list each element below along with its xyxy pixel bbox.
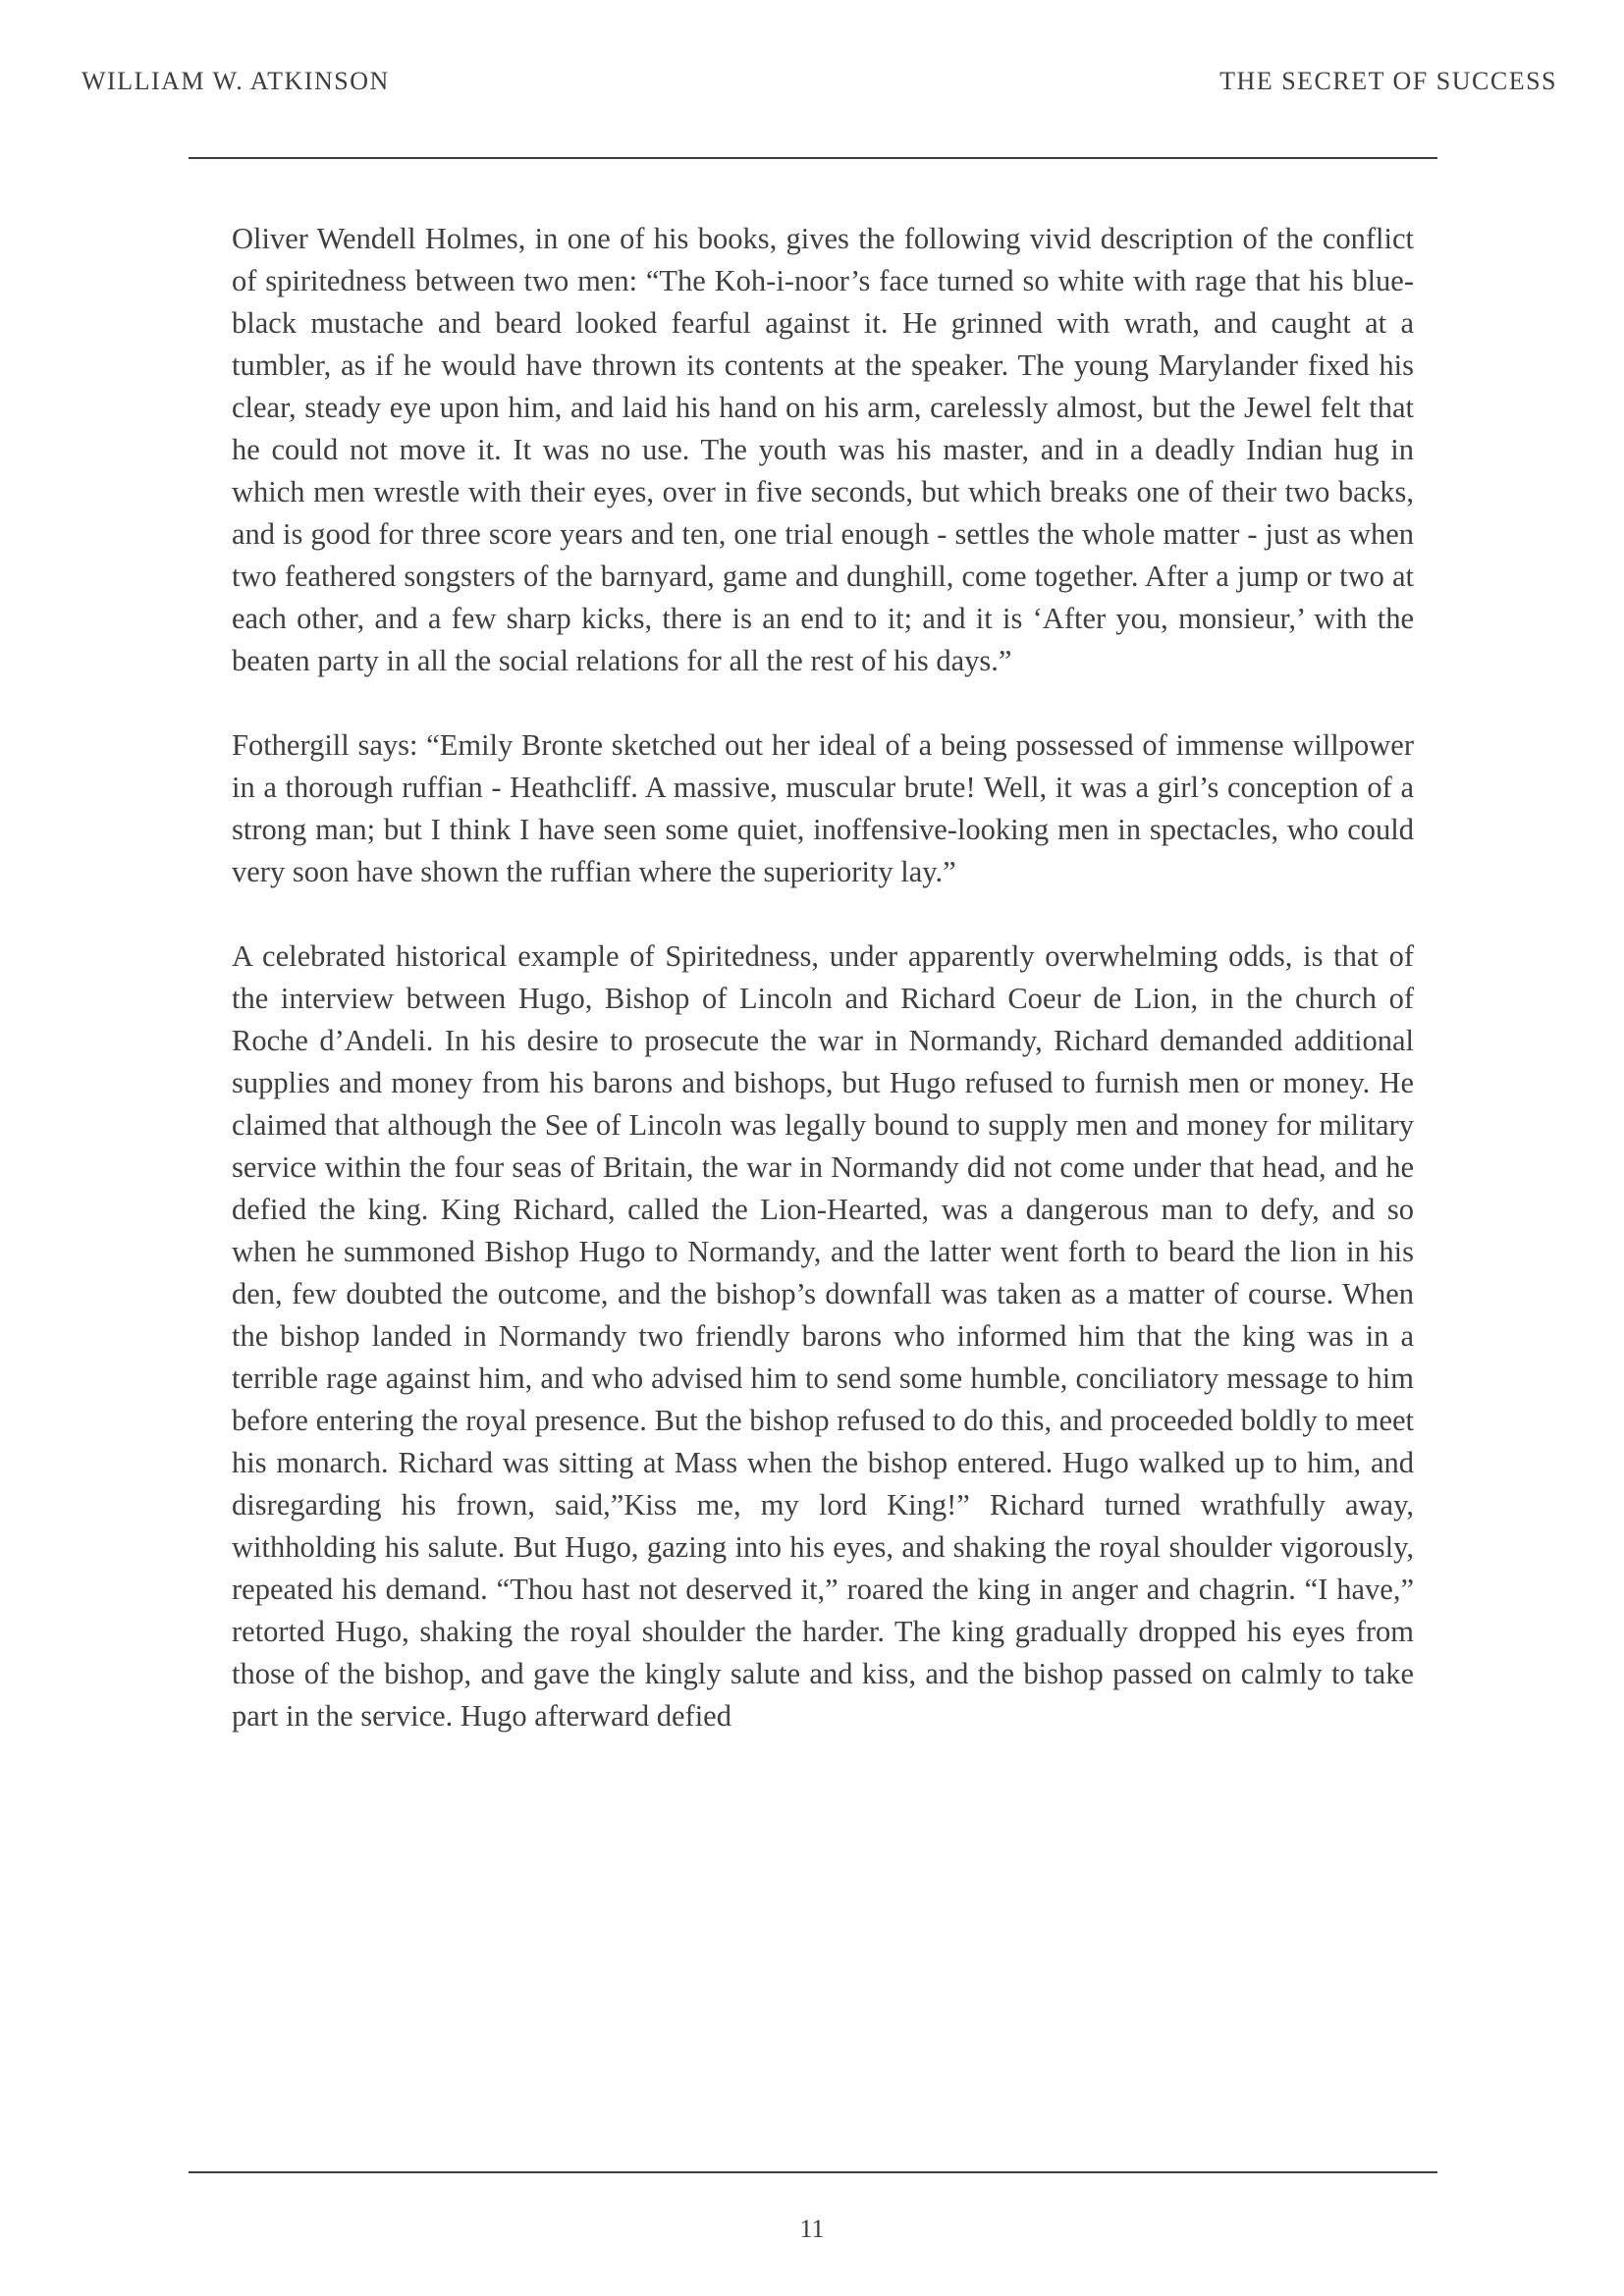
header-rule — [189, 157, 1437, 159]
body-text — [232, 218, 1414, 1737]
paragraph: Fothergill says: “Emily Bronte sketched out her ideal of a being possessed of immense willpower in a thorough ruffian - Heathcliff. A massive, muscular brute! Well, it was a girl’s conception of a strong man; but I think I have seen some quiet, inoffensive-looking men in spectacles, who could very soon have shown the ruffian where the superiority lay.” — [232, 728, 1414, 888]
page-number: 11 — [799, 2215, 825, 2243]
header-book-title: THE SECRET OF SUCCESS — [1219, 67, 1557, 95]
paragraph: A celebrated historical example of Spiritedness, under apparently overwhelming odds, is that of the interview between Hugo, Bishop of Lincoln and Richard Coeur de Lion, in the church of Roche d’Andeli. In his desire to prosecute the war in Normandy, Richard demanded additional supplies and money from his barons and bishops, but Hugo refused to furnish men or money. He claimed that although the See of Lincoln was legally bound to supply men and money for military service within the four seas of Britain, the war in Normandy did not come under that head, and he defied the king. King Richard, called the Lion-Hearted, was a dangerous man to defy, and so when he summoned Bishop Hugo to Normandy, and the latter went forth to beard the lion in his den, few doubted the outcome, and the bishop’s downfall was taken as a matter of course. When the bishop landed in Normandy two friendly barons who informed him that the king was in a terrible rage against him, and who advised him to send some humble, conciliatory message to him before entering the royal presence. But the bishop refused to do this, and proceeded boldly to meet his monarch. Richard was sitting at Mass when the bishop entered. Hugo walked up to him, and disregarding his frown, said,”Kiss me, my lord King!” Richard turned wrathfully away, withholding his salute. But Hugo, gazing into his eyes, and shaking the royal shoulder vigorously, repeated his demand. “Thou hast not deserved it,” roared the king in anger and chagrin. “I have,” retorted Hugo, shaking the royal shoulder the harder. The king gradually dropped his eyes from those of the bishop, and gave the kingly salute and kiss, and the bishop passed on calmly to take part in the service. Hugo afterward defied — [232, 939, 1414, 1733]
page-header — [81, 67, 1557, 96]
header-author: WILLIAM W. ATKINSON — [81, 67, 390, 95]
paragraph: Oliver Wendell Holmes, in one of his books, gives the following vivid description of the conflict of spiritedness between two men: “The Koh-i-noor’s face turned so white with rage that his blue-black mustache and beard looked fearful against it. He grinned with wrath, and caught at a tumbler, as if he would have thrown its contents at the speaker. The young Marylander fixed his clear, steady eye upon him, and laid his hand on his arm, carelessly almost, but the Jewel felt that he could not move it. It was no use. The youth was his master, and in a deadly Indian hug in which men wrestle with their eyes, over in five seconds, but which breaks one of their two backs, and is good for three score years and ten, one trial enough - settles the whole matter - just as when two feathered songsters of the barnyard, game and dunghill, come together. After a jump or two at each other, and a few sharp kicks, there is an end to it; and it is ‘After you, monsieur,’ with the beaten party in all the social relations for all the rest of his days.” — [232, 222, 1414, 677]
footer-rule — [189, 2171, 1437, 2173]
